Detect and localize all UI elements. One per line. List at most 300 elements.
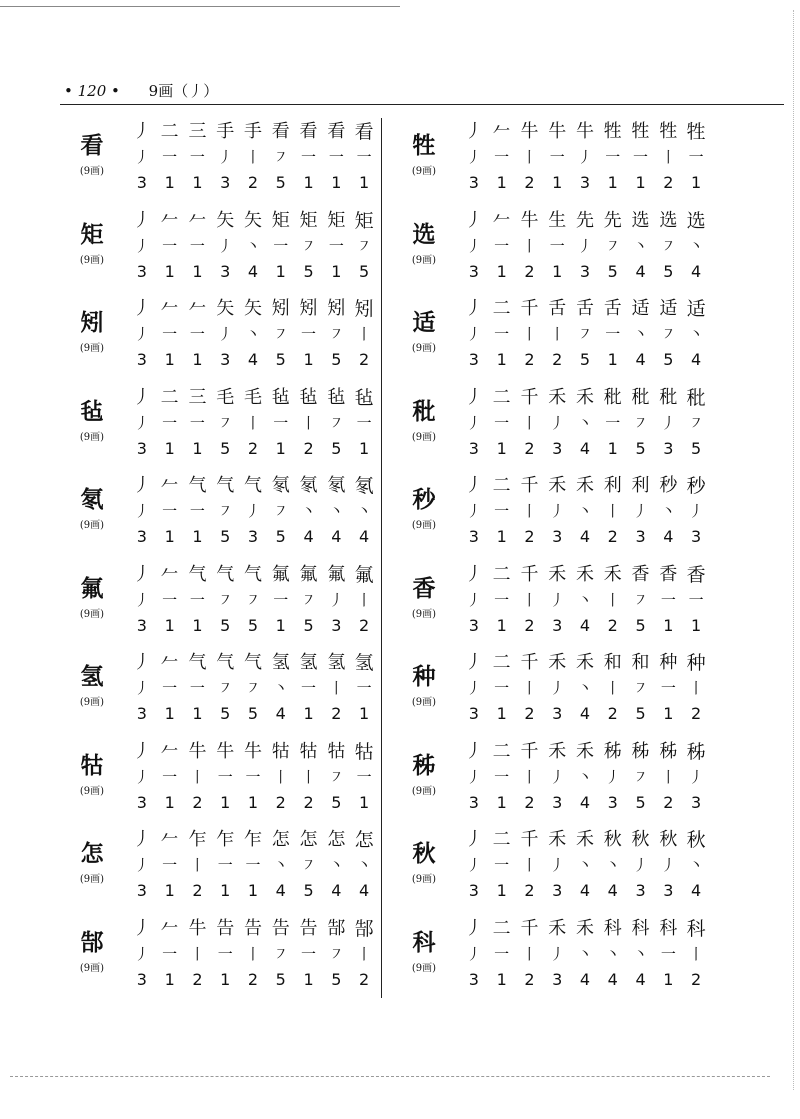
character: 看 [80,132,104,159]
stroke-number: 1 [164,527,175,546]
stroke-sequence [128,651,378,675]
sequence-step: 告 [299,917,318,939]
stroke-number: 5 [247,704,259,723]
stroke-number: 5 [303,261,314,281]
stroke-number: 3 [136,615,147,635]
stroke-count-tag: (9画) [79,697,105,708]
stroke-number: 4 [691,261,702,281]
sequence-step: 二 [492,917,511,939]
stroke-count-tag: (9画) [411,608,437,620]
stroke-count-tag: (9画) [79,785,105,797]
stroke-glyph: ㇇ [245,590,261,609]
stroke-glyph: 丿 [134,148,150,166]
sequence-step: 告 [243,917,262,939]
stroke-count-tag: (9画) [411,785,437,797]
sequence-step: 利 [631,475,650,496]
sequence-step: 禾 [548,917,567,939]
stroke-glyphs [460,589,710,611]
stroke-number: 3 [663,438,674,458]
sequence-step: 牛 [548,121,567,142]
stroke-sequence [128,120,378,144]
stroke-number: 1 [164,969,175,989]
character: 秭 [412,751,436,779]
sequence-step: 种 [686,652,706,674]
stroke-number: 1 [303,350,314,369]
stroke-number: 2 [607,615,618,635]
character-entry [402,645,720,734]
sequence-step: 氡 [299,475,318,496]
stroke-glyphs [460,766,710,788]
stroke-glyphs [460,500,710,522]
stroke-glyphs [460,323,710,345]
stroke-glyph: 一 [301,944,317,963]
sequence-step: 秋 [659,829,678,850]
sequence-step: 气 [188,475,207,496]
stroke-glyph: 丨 [356,590,372,609]
stroke-sequence [128,917,378,941]
stroke-glyphs [128,677,378,699]
sequence-step: 矧 [354,298,374,320]
stroke-number: 5 [359,261,370,281]
stroke-number: 5 [220,527,231,546]
stroke-glyph: 丿 [549,413,565,432]
stroke-sequence [460,297,710,321]
sequence-step: 秕 [631,386,650,408]
stroke-number: 1 [275,261,286,281]
stroke-number: 1 [303,704,314,723]
stroke-numbers [128,349,378,371]
stroke-glyph: 丨 [273,767,289,786]
sequence-step: 牯 [354,740,374,763]
stroke-number: 2 [303,438,314,458]
stroke-numbers [128,969,378,991]
stroke-glyph: 一 [189,502,205,520]
stroke-glyph: 一 [328,148,344,166]
stroke-number: 3 [579,173,591,192]
sequence-step: 秕 [686,386,706,409]
sequence-step: 千 [520,829,539,850]
stroke-glyphs [128,943,378,965]
stroke-number: 2 [524,438,535,458]
sequence-step: 毡 [271,386,290,408]
sequence-step: 丿 [464,298,483,319]
sequence-step: 二 [160,386,179,408]
stroke-count-tag: (9画) [411,874,437,885]
stroke-count-tag: (9画) [411,343,437,354]
stroke-number: 2 [524,969,535,989]
stroke-number: 1 [164,261,175,281]
stroke-glyph: ㇇ [273,325,289,343]
stroke-number: 5 [635,792,646,812]
sequence-step: 科 [659,917,678,939]
stroke-glyphs [128,146,378,168]
stroke-glyph: ㇇ [301,856,317,874]
stroke-glyph: 丨 [605,590,621,609]
stroke-number: 1 [359,173,370,192]
top-rule [0,6,400,7]
sequence-step: 矧 [271,298,290,319]
stroke-glyph: 丿 [466,856,482,874]
stroke-numbers [128,703,378,725]
stroke-sequence [460,740,710,764]
character-entry [70,468,388,557]
stroke-number: 3 [579,261,591,281]
stroke-number: 4 [691,350,702,369]
sequence-step: 二 [492,829,511,850]
stroke-glyph: 丨 [521,856,537,874]
stroke-number: 5 [607,261,618,281]
stroke-number: 1 [496,438,507,458]
sequence-step: 气 [216,652,235,673]
stroke-glyph: 丨 [521,679,537,697]
character: 牲 [412,132,436,159]
stroke-number: 3 [468,792,479,812]
sequence-step: 气 [216,475,235,496]
stroke-glyph: 一 [660,590,676,609]
sequence-step: 禾 [548,652,567,673]
stroke-glyphs [460,235,710,257]
stroke-number: 1 [552,261,563,281]
stroke-number: 5 [220,704,231,723]
sequence-step: 牛 [520,209,539,231]
stroke-glyph: 丿 [549,502,565,520]
sequence-step: 牲 [631,121,650,142]
stroke-numbers [128,880,378,902]
stroke-sequence [460,563,710,587]
character: 牯 [80,751,104,779]
stroke-glyph: 丨 [521,325,537,343]
stroke-number: 1 [496,969,507,989]
stroke-number: 4 [275,704,286,723]
character-entry [402,911,720,1000]
stroke-glyph: 一 [162,590,178,609]
stroke-number: 1 [607,438,618,458]
stroke-number: 1 [359,704,370,723]
stroke-number: 1 [220,881,231,900]
page-edge [793,10,794,1090]
stroke-glyph: 一 [356,767,372,786]
sequence-step: 氢 [354,652,374,674]
stroke-number: 3 [635,881,646,900]
stroke-number: 4 [635,350,646,369]
stroke-number: 2 [663,792,674,812]
stroke-numbers [128,172,378,194]
stroke-number: 4 [247,350,259,369]
stroke-glyph: 一 [162,148,178,166]
stroke-glyph: ㇇ [217,679,233,697]
stroke-glyph: 丨 [521,148,537,166]
stroke-number: 1 [496,881,507,900]
sequence-step: 告 [216,917,235,939]
character-entry [402,734,720,823]
sequence-step: 怎 [271,829,290,850]
sequence-step: 丿 [132,121,151,142]
stroke-glyph: ㇇ [633,767,649,786]
stroke-sequence [460,386,710,410]
sequence-step: 千 [520,386,539,408]
sequence-step: 丿 [464,563,483,585]
stroke-glyph: ㇇ [245,679,261,697]
sequence-step: 禾 [603,563,622,585]
sequence-step: 种 [659,652,678,673]
character-entry [402,114,720,203]
stroke-number: 2 [691,969,702,989]
sequence-step: 千 [520,652,539,673]
stroke-number: 1 [192,438,203,458]
sequence-step: 乍 [216,829,235,850]
stroke-glyph: 丨 [189,856,205,874]
sequence-step: 选 [631,209,650,231]
stroke-glyphs [460,146,710,168]
stroke-number: 4 [635,969,646,989]
sequence-step: 先 [575,209,594,231]
stroke-glyph: 丨 [189,767,205,786]
stroke-numbers [460,792,710,814]
stroke-glyph: 丶 [356,502,372,520]
stroke-number: 4 [359,881,370,900]
sequence-step: 牛 [520,121,539,142]
stroke-numbers [460,969,710,991]
sequence-step: 禾 [575,563,594,585]
stroke-number: 4 [579,527,591,546]
stroke-glyph: 一 [217,767,233,786]
sequence-step: 二 [492,386,511,408]
stroke-glyph: 丿 [134,502,150,520]
stroke-number: 2 [359,615,370,635]
stroke-number: 4 [331,881,342,900]
stroke-glyph: 丶 [577,679,593,697]
stroke-number: 5 [247,615,259,635]
sequence-step: 气 [216,563,235,585]
stroke-number: 1 [192,173,203,192]
sequence-step: 先 [603,209,622,231]
stroke-number: 1 [496,615,507,635]
stroke-glyph: 丶 [605,944,621,963]
sequence-step: 二 [492,475,511,496]
stroke-glyph: ㇇ [273,944,289,963]
section-label: 9画（丿） [148,82,219,100]
stroke-number: 5 [635,704,646,723]
sequence-step: 丿 [132,829,151,850]
character: 秕 [412,397,436,425]
stroke-glyph: 丶 [577,944,593,963]
stroke-numbers [460,880,710,902]
stroke-glyph: 一 [245,856,261,874]
stroke-number: 2 [359,969,370,989]
character-entry [402,468,720,557]
stroke-number: 3 [552,527,563,546]
sequence-step: 二 [492,740,511,762]
stroke-glyph: 一 [301,679,317,697]
stroke-count-tag: (9画) [411,431,437,443]
sequence-step: 氢 [327,652,346,673]
stroke-count-tag: (9画) [411,520,437,531]
sequence-step: 𠂉 [160,209,179,231]
stroke-glyph: 一 [273,590,289,609]
stroke-glyph: 丶 [633,944,649,963]
stroke-number: 3 [468,261,479,281]
sequence-step: 千 [520,563,539,585]
stroke-number: 1 [496,792,507,812]
stroke-glyph: 丿 [328,590,344,609]
stroke-number: 3 [468,969,479,989]
stroke-number: 3 [691,527,702,546]
stroke-number: 1 [192,261,203,281]
stroke-glyph: 一 [494,767,510,786]
stroke-glyph: ㇇ [688,413,704,432]
stroke-glyph: 丿 [688,767,704,786]
stroke-number: 4 [331,527,342,546]
sequence-step: 禾 [548,829,567,850]
sequence-step: 丿 [464,209,483,231]
sequence-step: 毡 [327,386,346,408]
stroke-glyph: 丿 [134,590,150,609]
stroke-number: 2 [607,527,618,546]
stroke-sequence [128,297,378,321]
sequence-step: 矢 [243,209,262,231]
stroke-number: 5 [663,261,674,281]
stroke-glyph: 丿 [134,413,150,432]
stroke-glyph: 丿 [466,325,482,343]
sequence-step: 选 [659,209,678,231]
character: 怎 [80,840,104,867]
stroke-number: 1 [359,792,370,812]
stroke-number: 3 [331,615,342,635]
stroke-glyph: ㇇ [660,325,676,343]
character-entry [70,734,388,823]
stroke-glyph: 丿 [134,944,150,963]
stroke-number: 2 [303,792,314,812]
sequence-step: 牛 [188,917,207,939]
stroke-numbers [460,615,710,637]
stroke-number: 3 [468,527,479,546]
stroke-numbers [460,526,710,548]
stroke-count-tag: (9画) [411,166,437,177]
sequence-step: 禾 [548,386,567,408]
sequence-step: 𠂉 [160,563,179,585]
sequence-step: 矧 [327,298,346,319]
stroke-number: 1 [303,173,314,192]
sequence-step: 氟 [327,563,346,585]
stroke-number: 2 [607,704,618,723]
sequence-step: 郜 [327,917,346,939]
sequence-step: 禾 [548,740,567,762]
stroke-glyph: 一 [162,856,178,874]
stroke-glyph: 一 [494,236,510,255]
sequence-step: 𠂉 [188,298,207,319]
stroke-glyph: ㇇ [605,236,621,255]
stroke-number: 1 [496,261,507,281]
stroke-number: 1 [331,261,342,281]
page-number: • 120 • [64,82,120,100]
stroke-glyph: 丨 [521,590,537,609]
sequence-step: 禾 [548,475,567,496]
stroke-glyph: 丿 [549,679,565,697]
stroke-glyph: 一 [605,325,621,343]
stroke-count-tag: (9画) [79,166,105,177]
stroke-number: 1 [691,173,702,192]
sequence-step: 丿 [464,386,483,408]
stroke-sequence [128,563,378,587]
sequence-step: 郜 [354,917,374,940]
stroke-glyph: 一 [162,679,178,697]
stroke-glyph: 一 [660,679,676,697]
stroke-glyph: 丿 [549,767,565,786]
sequence-step: 牛 [188,740,207,762]
stroke-sequence [128,386,378,410]
stroke-glyph: 丨 [301,413,317,432]
sequence-step: 矩 [271,209,290,231]
stroke-glyph: 一 [494,679,510,697]
stroke-glyph: 丶 [688,236,704,255]
stroke-number: 5 [275,350,286,369]
stroke-number: 3 [136,173,147,192]
stroke-number: 1 [496,527,507,546]
stroke-number: 3 [220,173,231,192]
sequence-step: 丿 [464,652,483,673]
stroke-number: 3 [136,704,147,723]
stroke-glyph: 丶 [688,325,704,343]
left-column [70,114,388,999]
sequence-step: 千 [520,475,539,496]
stroke-glyph: 一 [189,590,205,609]
stroke-number: 1 [496,173,507,192]
character-entry [402,380,720,469]
stroke-numbers [460,703,710,725]
stroke-glyphs [128,766,378,788]
stroke-glyph: 一 [162,767,178,786]
sequence-step: 禾 [575,386,594,408]
stroke-glyph: ㇇ [328,413,344,432]
sequence-step: 秭 [686,740,706,763]
sequence-step: 怎 [299,829,318,850]
character-entry [402,557,720,646]
sequence-step: 看 [354,121,374,143]
stroke-glyph: 丶 [245,236,261,255]
sequence-step: 适 [686,298,706,320]
stroke-number: 5 [275,173,286,192]
stroke-count-tag: (9画) [79,343,105,354]
sequence-step: 氟 [299,563,318,585]
stroke-number: 1 [192,704,203,723]
stroke-number: 1 [220,792,231,812]
stroke-number: 5 [331,350,342,369]
character-entry [70,380,388,469]
stroke-number: 1 [635,173,646,192]
stroke-number: 3 [468,704,479,723]
sequence-step: 舌 [548,298,567,319]
sequence-step: 秒 [659,475,678,496]
stroke-count-tag: (9画) [79,874,105,885]
stroke-glyph: 一 [494,856,510,874]
stroke-number: 4 [579,881,591,900]
character: 毡 [80,397,104,425]
sequence-step: 告 [271,917,290,939]
sequence-step: 禾 [575,475,594,496]
sequence-step: 禾 [575,652,594,673]
stroke-sequence [460,474,710,498]
character: 矩 [80,220,104,248]
stroke-glyph: 一 [356,413,372,432]
stroke-sequence [460,917,710,941]
sequence-step: 气 [188,652,207,673]
sequence-step: 牲 [603,121,622,142]
character: 香 [412,574,436,602]
sequence-step: 𠂉 [188,209,207,231]
stroke-glyph: 一 [494,413,510,432]
stroke-number: 4 [607,881,618,900]
stroke-number: 5 [220,438,231,458]
